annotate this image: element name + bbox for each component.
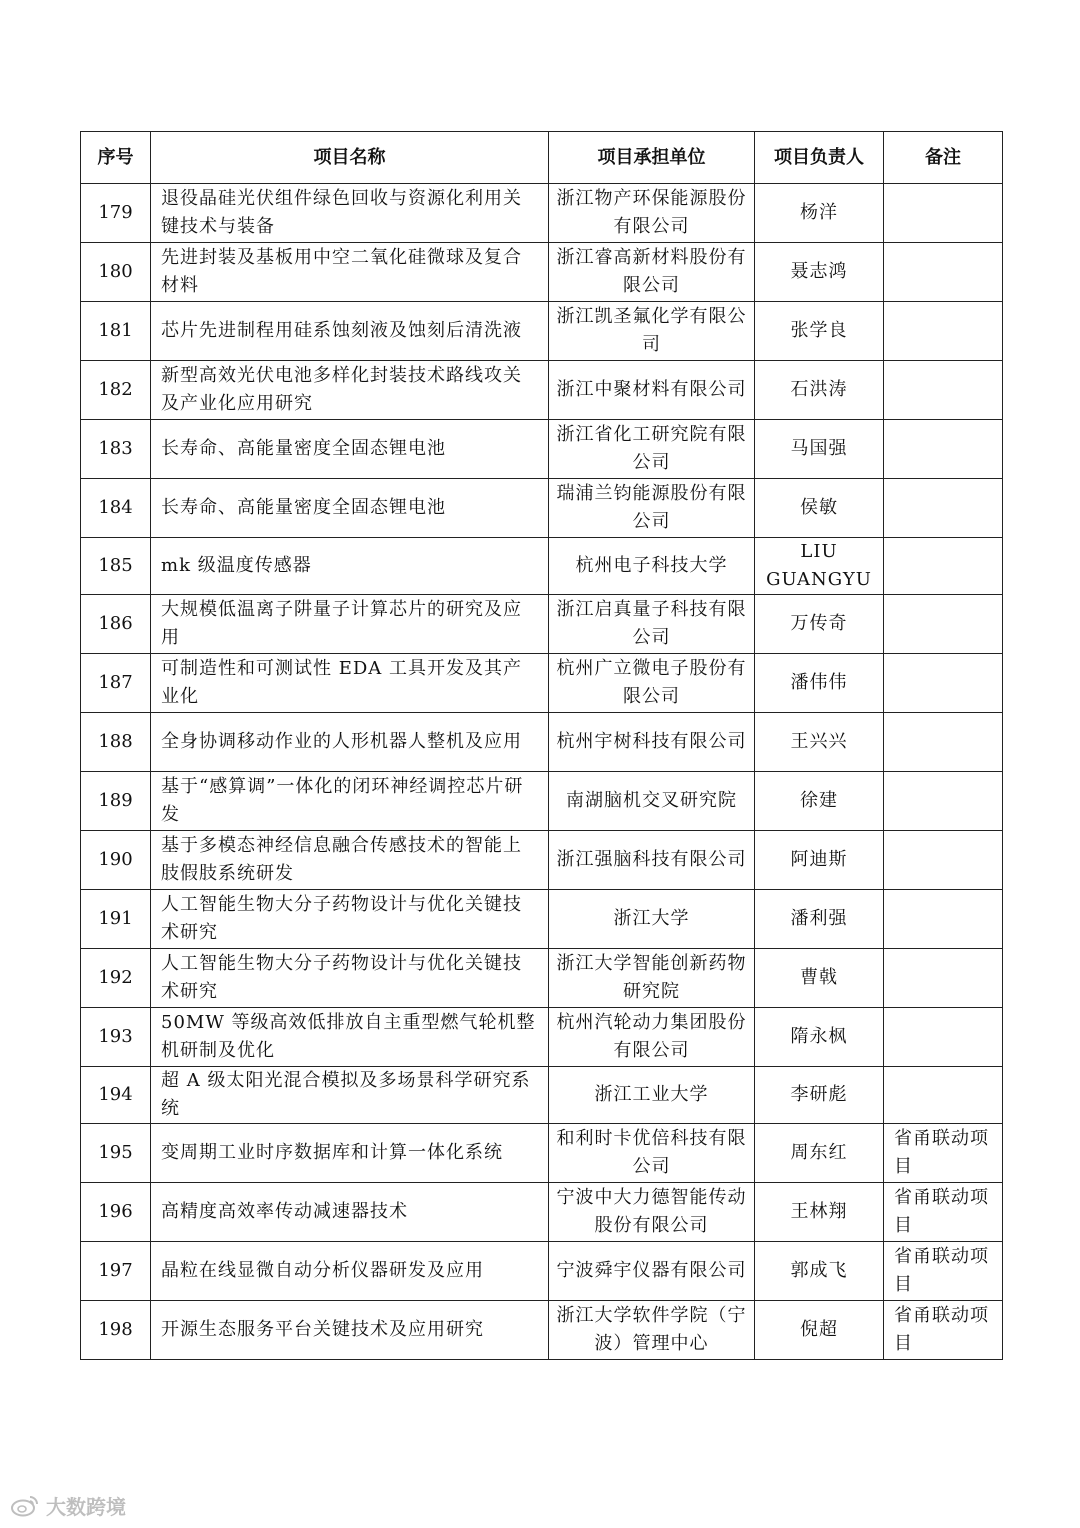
cell-note <box>884 184 1003 243</box>
cell-leader: 王兴兴 <box>755 713 884 772</box>
cell-unit: 浙江启真量子科技有限公司 <box>549 595 755 654</box>
cell-leader: 马国强 <box>755 420 884 479</box>
cell-leader: 潘利强 <box>755 890 884 949</box>
cell-note <box>884 772 1003 831</box>
cell-note: 省甬联动项目 <box>884 1183 1003 1242</box>
cell-note <box>884 831 1003 890</box>
table-row <box>81 361 1003 420</box>
cell-unit: 宁波中大力德智能传动股份有限公司 <box>549 1183 755 1242</box>
cell-leader: 阿迪斯 <box>755 831 884 890</box>
cell-unit: 浙江大学软件学院（宁波）管理中心 <box>549 1301 755 1360</box>
cell-note <box>884 538 1003 595</box>
cell-serial: 195 <box>81 1124 151 1183</box>
header-leader: 项目负责人 <box>755 132 884 184</box>
cell-leader: 郭成飞 <box>755 1242 884 1301</box>
table-row <box>81 772 1003 831</box>
cell-project-name: 长寿命、高能量密度全固态锂电池 <box>151 420 549 479</box>
header-unit: 项目承担单位 <box>549 132 755 184</box>
cell-leader: 聂志鸿 <box>755 243 884 302</box>
cell-project-name: 超 A 级太阳光混合模拟及多场景科学研究系统 <box>151 1067 549 1124</box>
header-note: 备注 <box>884 132 1003 184</box>
cell-note <box>884 243 1003 302</box>
cell-leader: 曹戟 <box>755 949 884 1008</box>
cell-note <box>884 654 1003 713</box>
cell-note <box>884 1008 1003 1067</box>
cell-note <box>884 713 1003 772</box>
table-row <box>81 420 1003 479</box>
cell-note <box>884 1067 1003 1124</box>
table-header-row <box>81 132 1003 184</box>
cell-serial: 185 <box>81 538 151 595</box>
cell-serial: 190 <box>81 831 151 890</box>
cell-serial: 198 <box>81 1301 151 1360</box>
cell-leader: 侯敏 <box>755 479 884 538</box>
cell-unit: 浙江中聚材料有限公司 <box>549 361 755 420</box>
cell-leader: LIU GUANGYU <box>755 538 884 595</box>
table-row <box>81 890 1003 949</box>
cell-unit: 浙江大学智能创新药物研究院 <box>549 949 755 1008</box>
table-row <box>81 831 1003 890</box>
cell-unit: 杭州广立微电子股份有限公司 <box>549 654 755 713</box>
table-row <box>81 538 1003 595</box>
cell-leader: 李研彪 <box>755 1067 884 1124</box>
table-row <box>81 184 1003 243</box>
cell-leader: 万传奇 <box>755 595 884 654</box>
cell-project-name: 全身协调移动作业的人形机器人整机及应用 <box>151 713 549 772</box>
cell-unit: 浙江大学 <box>549 890 755 949</box>
cell-project-name: 长寿命、高能量密度全固态锂电池 <box>151 479 549 538</box>
cell-note <box>884 890 1003 949</box>
cell-project-name: mk 级温度传感器 <box>151 538 549 595</box>
cell-note: 省甬联动项目 <box>884 1242 1003 1301</box>
watermark <box>10 1490 126 1520</box>
cell-serial: 188 <box>81 713 151 772</box>
cell-leader: 周东红 <box>755 1124 884 1183</box>
table-row <box>81 1301 1003 1360</box>
table-row <box>81 1183 1003 1242</box>
cell-unit: 杭州宇树科技有限公司 <box>549 713 755 772</box>
cell-project-name: 基于“感算调”一体化的闭环神经调控芯片研发 <box>151 772 549 831</box>
cell-note <box>884 361 1003 420</box>
cell-serial: 197 <box>81 1242 151 1301</box>
cell-unit: 宁波舜宇仪器有限公司 <box>549 1242 755 1301</box>
cell-note <box>884 420 1003 479</box>
cell-serial: 193 <box>81 1008 151 1067</box>
cell-note: 省甬联动项目 <box>884 1301 1003 1360</box>
table-row <box>81 1067 1003 1124</box>
cell-project-name: 人工智能生物大分子药物设计与优化关键技术研究 <box>151 890 549 949</box>
cell-note: 省甬联动项目 <box>884 1124 1003 1183</box>
watermark-text: 大数跨境 <box>46 1494 126 1519</box>
table-row <box>81 1242 1003 1301</box>
cell-unit: 浙江工业大学 <box>549 1067 755 1124</box>
cell-serial: 189 <box>81 772 151 831</box>
cell-project-name: 芯片先进制程用硅系蚀刻液及蚀刻后清洗液 <box>151 302 549 361</box>
cell-serial: 184 <box>81 479 151 538</box>
cell-project-name: 新型高效光伏电池多样化封装技术路线攻关及产业化应用研究 <box>151 361 549 420</box>
table-row <box>81 713 1003 772</box>
cell-serial: 182 <box>81 361 151 420</box>
cell-serial: 194 <box>81 1067 151 1124</box>
cell-serial: 186 <box>81 595 151 654</box>
cell-unit: 浙江睿高新材料股份有限公司 <box>549 243 755 302</box>
cell-unit: 南湖脑机交叉研究院 <box>549 772 755 831</box>
cell-project-name: 基于多模态神经信息融合传感技术的智能上肢假肢系统研发 <box>151 831 549 890</box>
table-row <box>81 243 1003 302</box>
cell-leader: 徐建 <box>755 772 884 831</box>
cell-serial: 180 <box>81 243 151 302</box>
cell-project-name: 大规模低温离子阱量子计算芯片的研究及应用 <box>151 595 549 654</box>
cell-project-name: 可制造性和可测试性 EDA 工具开发及其产业化 <box>151 654 549 713</box>
cell-project-name: 高精度高效率传动减速器技术 <box>151 1183 549 1242</box>
cell-project-name: 50MW 等级高效低排放自主重型燃气轮机整机研制及优化 <box>151 1008 549 1067</box>
cell-serial: 187 <box>81 654 151 713</box>
cell-leader: 张学良 <box>755 302 884 361</box>
table-row <box>81 949 1003 1008</box>
weibo-logo-icon <box>10 1493 40 1517</box>
cell-project-name: 人工智能生物大分子药物设计与优化关键技术研究 <box>151 949 549 1008</box>
cell-unit: 浙江省化工研究院有限公司 <box>549 420 755 479</box>
cell-unit: 浙江强脑科技有限公司 <box>549 831 755 890</box>
cell-leader: 潘伟伟 <box>755 654 884 713</box>
cell-project-name: 退役晶硅光伏组件绿色回收与资源化利用关键技术与装备 <box>151 184 549 243</box>
cell-project-name: 晶粒在线显微自动分析仪器研发及应用 <box>151 1242 549 1301</box>
table-row <box>81 595 1003 654</box>
cell-note <box>884 302 1003 361</box>
cell-unit: 杭州电子科技大学 <box>549 538 755 595</box>
cell-serial: 192 <box>81 949 151 1008</box>
cell-serial: 181 <box>81 302 151 361</box>
cell-serial: 196 <box>81 1183 151 1242</box>
cell-leader: 王林翔 <box>755 1183 884 1242</box>
cell-serial: 191 <box>81 890 151 949</box>
table-row <box>81 479 1003 538</box>
cell-leader: 隋永枫 <box>755 1008 884 1067</box>
cell-serial: 183 <box>81 420 151 479</box>
cell-project-name: 先进封装及基板用中空二氧化硅微球及复合材料 <box>151 243 549 302</box>
cell-note <box>884 479 1003 538</box>
cell-project-name: 变周期工业时序数据库和计算一体化系统 <box>151 1124 549 1183</box>
cell-note <box>884 595 1003 654</box>
cell-project-name: 开源生态服务平台关键技术及应用研究 <box>151 1301 549 1360</box>
project-table <box>80 131 1003 1360</box>
cell-unit: 和利时卡优倍科技有限公司 <box>549 1124 755 1183</box>
header-project-name: 项目名称 <box>151 132 549 184</box>
cell-unit: 瑞浦兰钧能源股份有限公司 <box>549 479 755 538</box>
cell-unit: 杭州汽轮动力集团股份有限公司 <box>549 1008 755 1067</box>
cell-note <box>884 949 1003 1008</box>
table-row <box>81 302 1003 361</box>
table-row <box>81 1124 1003 1183</box>
cell-unit: 浙江物产环保能源股份有限公司 <box>549 184 755 243</box>
cell-serial: 179 <box>81 184 151 243</box>
header-serial: 序号 <box>81 132 151 184</box>
cell-unit: 浙江凯圣氟化学有限公司 <box>549 302 755 361</box>
cell-leader: 倪超 <box>755 1301 884 1360</box>
table-row <box>81 654 1003 713</box>
table-row <box>81 1008 1003 1067</box>
cell-leader: 石洪涛 <box>755 361 884 420</box>
cell-leader: 杨洋 <box>755 184 884 243</box>
